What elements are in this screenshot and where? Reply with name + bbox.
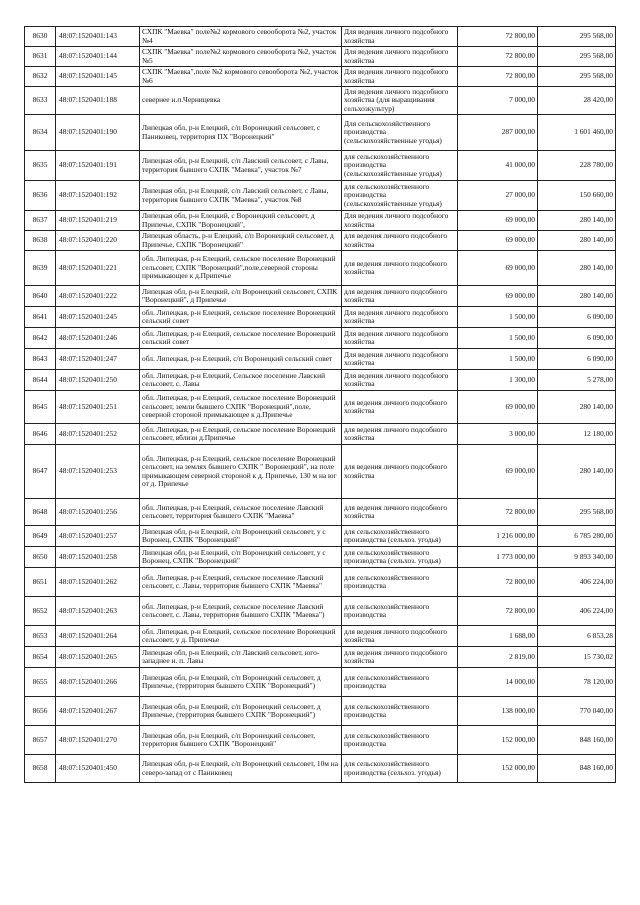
- row-number-cell: 8632: [25, 67, 56, 87]
- permitted-use-cell: для ведения личного подсобного хозяйства: [342, 445, 458, 499]
- area-cell: 69 000,00: [458, 445, 538, 499]
- cadastral-number-cell: 48:07:1520401:251: [56, 391, 140, 424]
- cadastral-number-cell: 48:07:1520401:253: [56, 445, 140, 499]
- cadastral-value-cell: 406 224,00: [538, 597, 616, 626]
- table-row: [25, 626, 616, 647]
- location-cell: обл. Липецкая, р-н Елецкий, сельское поселение Воронецкий сельсовет, земли бывшего СХПК "Воронецкий",поле, северной стороной примыкающее к д.Припечье: [140, 391, 342, 424]
- table-row: [25, 391, 616, 424]
- permitted-use-cell: Для ведения личного подсобного хозяйства: [342, 349, 458, 370]
- location-cell: обл. Липецкая, р-н Елецкий, сельское поселение Лавский сельсовет, с. Лавы, территория бывшего СХПК "Маевка"): [140, 597, 342, 626]
- location-cell: СХПК "Маевка" поле№2 кормового севооборота №2, участок №5: [140, 47, 342, 67]
- location-cell: обл. Липецкая, р-н Елецкий, сельское поселение Лавский сельсовет, с. Лавы, территория бывшего СХПК "Маевка": [140, 568, 342, 597]
- row-number-cell: 8630: [25, 27, 56, 47]
- location-cell: обл. Липецкая, р-н Елецкий, сельское поселение Воронецкий сельсовет, СХПК "Воронецкий",поле,северной стороны примыкающее к д.Припечье: [140, 251, 342, 286]
- cadastral-value-cell: 280 140,00: [538, 231, 616, 251]
- area-cell: 1 216 000,00: [458, 526, 538, 547]
- row-number-cell: 8648: [25, 499, 56, 526]
- row-number-cell: 8646: [25, 424, 56, 445]
- cadastral-number-cell: 48:07:1520401:450: [56, 755, 140, 783]
- area-cell: 72 800,00: [458, 27, 538, 47]
- permitted-use-cell: для сельскохозяйственного производства (сельхоз. угодья): [342, 526, 458, 547]
- permitted-use-cell: для ведения личного подсобного хозяйства: [342, 231, 458, 251]
- cadastral-value-cell: 6 090,00: [538, 307, 616, 328]
- cadastral-number-cell: 48:07:1520401:222: [56, 286, 140, 307]
- location-cell: Липецкая обл, р-н Елецкий, с/п Воронецкий сельсовет, д Припечье, (территория бывшего СХПК "Воронецкий"): [140, 668, 342, 697]
- permitted-use-cell: для ведения личного подсобного хозяйства: [342, 391, 458, 424]
- row-number-cell: 8641: [25, 307, 56, 328]
- cadastral-value-cell: 280 140,00: [538, 286, 616, 307]
- location-cell: Липецкая обл, р-н Елецкий, с/п Лавский сельсовет, с Лавы, территория бывшего СХПК "Маевка", участок №7: [140, 151, 342, 181]
- area-cell: 1 773 000,00: [458, 547, 538, 568]
- permitted-use-cell: для сельскохозяйственного производства: [342, 697, 458, 726]
- area-cell: 1 500,00: [458, 349, 538, 370]
- cadastral-value-cell: 280 140,00: [538, 391, 616, 424]
- permitted-use-cell: Для ведения личного подсобного хозяйства: [342, 67, 458, 87]
- table-row: [25, 349, 616, 370]
- row-number-cell: 8638: [25, 231, 56, 251]
- table-row: [25, 697, 616, 726]
- table-row: [25, 668, 616, 697]
- table-row: [25, 115, 616, 151]
- cadastral-number-cell: 48:07:1520401:263: [56, 597, 140, 626]
- row-number-cell: 8649: [25, 526, 56, 547]
- cadastral-value-cell: 295 568,00: [538, 27, 616, 47]
- cadastral-number-cell: 48:07:1520401:190: [56, 115, 140, 151]
- permitted-use-cell: Для ведения личного подсобного хозяйства: [342, 370, 458, 391]
- location-cell: обл. Липецкая, р-н Елецкий, сельское поселение Воронецкий сельсовет, на землях бывшего СХПК " Воронецкий", на поле примыкающем северной стороной к д. Припечье, 130 м на юг от д. Припечье: [140, 445, 342, 499]
- row-number-cell: 8636: [25, 181, 56, 211]
- area-cell: 27 000,00: [458, 181, 538, 211]
- cadastral-value-cell: 770 040,00: [538, 697, 616, 726]
- permitted-use-cell: для сельскохозяйственного производства (сельскохозяйственные угодья): [342, 181, 458, 211]
- permitted-use-cell: Для сельскохозяйственного производства (сельскохозяйственные угодья): [342, 115, 458, 151]
- table-row: [25, 370, 616, 391]
- location-cell: севернее н.п.Черницевка: [140, 87, 342, 115]
- area-cell: 72 800,00: [458, 568, 538, 597]
- row-number-cell: 8643: [25, 349, 56, 370]
- cadastral-value-cell: 295 568,00: [538, 67, 616, 87]
- location-cell: Липецкая обл, р-н Елецкий, с/п Воронецкий сельсовет, у с Воронец, СХПК "Воронецкий": [140, 547, 342, 568]
- cadastral-value-cell: 78 120,00: [538, 668, 616, 697]
- cadastral-value-cell: 6 785 280,00: [538, 526, 616, 547]
- row-number-cell: 8639: [25, 251, 56, 286]
- location-cell: Липецкая обл, р-н Елецкий, с/п Воронецкий сельсовет, территория бывшего СХПК "Воронецкий": [140, 726, 342, 755]
- table-row: [25, 445, 616, 499]
- permitted-use-cell: для ведения личного подсобного хозяйства: [342, 647, 458, 668]
- location-cell: Липецкая обл, р-н Елецкий, с Воронецкий сельсовет, д Припечье, СХПК "Воронецкий",: [140, 211, 342, 231]
- permitted-use-cell: Для ведения личного подсобного хозяйства: [342, 211, 458, 231]
- area-cell: 41 000,00: [458, 151, 538, 181]
- table-row: [25, 231, 616, 251]
- cadastral-number-cell: 48:07:1520401:258: [56, 547, 140, 568]
- permitted-use-cell: Для ведения личного подсобного хозяйства: [342, 47, 458, 67]
- location-cell: обл. Липецкая, р-н Елецкий, сельское поселение Воронецкий сельский совет: [140, 307, 342, 328]
- row-number-cell: 8645: [25, 391, 56, 424]
- permitted-use-cell: Для ведения личного подсобного хозяйства: [342, 307, 458, 328]
- location-cell: Липецкая обл, р-н Елецкий, с/п Воронецкий сельсовет, СХПК "Воронецкий", д Припечье: [140, 286, 342, 307]
- location-cell: обл. Липецкая, р-н Елецкий, сельское поселение Лавский сельсовет, территория бывшего СХПК "Маевка": [140, 499, 342, 526]
- row-number-cell: 8631: [25, 47, 56, 67]
- table-row: [25, 726, 616, 755]
- cadastral-number-cell: 48:07:1520401:144: [56, 47, 140, 67]
- row-number-cell: 8652: [25, 597, 56, 626]
- cadastral-number-cell: 48:07:1520401:257: [56, 526, 140, 547]
- area-cell: 138 000,00: [458, 697, 538, 726]
- cadastral-number-cell: 48:07:1520401:262: [56, 568, 140, 597]
- cadastral-value-cell: 15 730,02: [538, 647, 616, 668]
- location-cell: Липецкая обл, р-н Елецкий, с/п Лавский сельсовет, с Лавы, территория бывшего СХПК "Маевка", участок №8: [140, 181, 342, 211]
- cadastral-value-cell: 6 853,28: [538, 626, 616, 647]
- cadastral-number-cell: 48:07:1520401:188: [56, 87, 140, 115]
- table-row: [25, 424, 616, 445]
- table-row: [25, 647, 616, 668]
- cadastral-value-cell: 228 780,00: [538, 151, 616, 181]
- permitted-use-cell: для ведения личного подсобного хозяйства: [342, 499, 458, 526]
- row-number-cell: 8657: [25, 726, 56, 755]
- row-number-cell: 8642: [25, 328, 56, 349]
- cadastral-number-cell: 48:07:1520401:221: [56, 251, 140, 286]
- location-cell: Липецкая обл, р-н Елецкий, с/п Воронецкий сельсовет, с Паниковец, территория ПХ "Воронецкий": [140, 115, 342, 151]
- cadastral-value-cell: 280 140,00: [538, 211, 616, 231]
- location-cell: обл. Липецкая, р-н Елецкий, сельское поселение Воронецкий сельсовет, у д. Припечье: [140, 626, 342, 647]
- permitted-use-cell: Для ведения личного подсобного хозяйства: [342, 27, 458, 47]
- cadastral-value-cell: 280 140,00: [538, 251, 616, 286]
- table-row: [25, 755, 616, 783]
- table-row: [25, 211, 616, 231]
- cadastral-number-cell: 48:07:1520401:220: [56, 231, 140, 251]
- table-row: [25, 286, 616, 307]
- area-cell: 1 500,00: [458, 328, 538, 349]
- row-number-cell: 8654: [25, 647, 56, 668]
- cadastral-value-cell: 150 660,00: [538, 181, 616, 211]
- permitted-use-cell: для ведения личного подсобного хозяйства: [342, 286, 458, 307]
- location-cell: обл. Липецкая, р-н Елецкий, сельское поселение Воронецкий сельсовет, вблизи д.Припечье: [140, 424, 342, 445]
- row-number-cell: 8653: [25, 626, 56, 647]
- row-number-cell: 8634: [25, 115, 56, 151]
- area-cell: 3 000,00: [458, 424, 538, 445]
- area-cell: 72 800,00: [458, 597, 538, 626]
- table-row: [25, 151, 616, 181]
- area-cell: 287 000,00: [458, 115, 538, 151]
- cadastral-number-cell: 48:07:1520401:145: [56, 67, 140, 87]
- cadastral-number-cell: 48:07:1520401:246: [56, 328, 140, 349]
- row-number-cell: 8633: [25, 87, 56, 115]
- row-number-cell: 8651: [25, 568, 56, 597]
- table-row: [25, 499, 616, 526]
- land-plots-table: [24, 26, 616, 783]
- cadastral-number-cell: 48:07:1520401:219: [56, 211, 140, 231]
- table-row: [25, 87, 616, 115]
- area-cell: 2 819,00: [458, 647, 538, 668]
- row-number-cell: 8635: [25, 151, 56, 181]
- cadastral-number-cell: 48:07:1520401:245: [56, 307, 140, 328]
- area-cell: 69 000,00: [458, 286, 538, 307]
- row-number-cell: 8647: [25, 445, 56, 499]
- table-row: [25, 67, 616, 87]
- row-number-cell: 8655: [25, 668, 56, 697]
- cadastral-value-cell: 5 278,00: [538, 370, 616, 391]
- area-cell: 69 000,00: [458, 211, 538, 231]
- cadastral-number-cell: 48:07:1520401:143: [56, 27, 140, 47]
- area-cell: 14 000,00: [458, 668, 538, 697]
- cadastral-number-cell: 48:07:1520401:252: [56, 424, 140, 445]
- cadastral-value-cell: 6 090,00: [538, 328, 616, 349]
- cadastral-number-cell: 48:07:1520401:250: [56, 370, 140, 391]
- cadastral-number-cell: 48:07:1520401:264: [56, 626, 140, 647]
- table-row: [25, 251, 616, 286]
- cadastral-number-cell: 48:07:1520401:267: [56, 697, 140, 726]
- cadastral-value-cell: 9 893 340,00: [538, 547, 616, 568]
- row-number-cell: 8644: [25, 370, 56, 391]
- table-row: [25, 526, 616, 547]
- area-cell: 72 800,00: [458, 47, 538, 67]
- permitted-use-cell: для сельскохозяйственного производства (сельхоз. угодья): [342, 755, 458, 783]
- cadastral-value-cell: 6 090,00: [538, 349, 616, 370]
- table-body: [25, 27, 616, 783]
- area-cell: 7 000,00: [458, 87, 538, 115]
- location-cell: Липецкая обл, р-н Елецкий, с/п Воронецкий сельсовет, 10м на северо-запад от с Паниковец: [140, 755, 342, 783]
- area-cell: 1 688,00: [458, 626, 538, 647]
- permitted-use-cell: для сельскохозяйственного производства (сельскохозяйственные угодья): [342, 151, 458, 181]
- area-cell: 72 800,00: [458, 67, 538, 87]
- cadastral-value-cell: 28 420,00: [538, 87, 616, 115]
- permitted-use-cell: для сельскохозяйственного производства (сельхоз. угодья): [342, 547, 458, 568]
- area-cell: 69 000,00: [458, 251, 538, 286]
- row-number-cell: 8640: [25, 286, 56, 307]
- area-cell: 69 000,00: [458, 391, 538, 424]
- cadastral-value-cell: 848 160,00: [538, 726, 616, 755]
- row-number-cell: 8650: [25, 547, 56, 568]
- cadastral-value-cell: 848 160,00: [538, 755, 616, 783]
- permitted-use-cell: для ведения личного подсобного хозяйства: [342, 424, 458, 445]
- location-cell: Липецкая обл, р-н Елецкий, с/п Воронецкий сельсовет, у с Воронец, СХПК "Воронецкий": [140, 526, 342, 547]
- table-row: [25, 307, 616, 328]
- row-number-cell: 8658: [25, 755, 56, 783]
- table-row: [25, 328, 616, 349]
- location-cell: СХПК "Маевка" поле№2 кормового севооборота №2, участок №4: [140, 27, 342, 47]
- cadastral-number-cell: 48:07:1520401:256: [56, 499, 140, 526]
- permitted-use-cell: Для ведения личного подсобного хозяйства (для выращивания сельхозкультур): [342, 87, 458, 115]
- cadastral-number-cell: 48:07:1520401:247: [56, 349, 140, 370]
- cadastral-value-cell: 406 224,00: [538, 568, 616, 597]
- area-cell: 152 000,00: [458, 726, 538, 755]
- location-cell: обл. Липецкая, р-н Елецкий, с/п Воронецкий сельский совет: [140, 349, 342, 370]
- cadastral-number-cell: 48:07:1520401:270: [56, 726, 140, 755]
- location-cell: обл. Липецкая, р-н Елецкий, сельское поселение Воронецкий сельский совет: [140, 328, 342, 349]
- location-cell: СХПК "Маевка",поле №2 кормового севооборота №2, участок №6: [140, 67, 342, 87]
- area-cell: 152 000,00: [458, 755, 538, 783]
- cadastral-number-cell: 48:07:1520401:192: [56, 181, 140, 211]
- cadastral-value-cell: 1 601 460,00: [538, 115, 616, 151]
- table-row: [25, 27, 616, 47]
- cadastral-number-cell: 48:07:1520401:266: [56, 668, 140, 697]
- permitted-use-cell: для сельскохозяйственного производства: [342, 597, 458, 626]
- area-cell: 72 800,00: [458, 499, 538, 526]
- table-row: [25, 568, 616, 597]
- area-cell: 1 500,00: [458, 307, 538, 328]
- cadastral-value-cell: 295 568,00: [538, 499, 616, 526]
- permitted-use-cell: для сельскохозяйственного производства: [342, 568, 458, 597]
- cadastral-number-cell: 48:07:1520401:265: [56, 647, 140, 668]
- permitted-use-cell: для сельскохозяйственного производства: [342, 726, 458, 755]
- location-cell: Липецкая обл, р-н Елецкий, с/п Лавский сельсовет, юго-западнее н. п. Лавы: [140, 647, 342, 668]
- row-number-cell: 8637: [25, 211, 56, 231]
- cadastral-value-cell: 12 180,00: [538, 424, 616, 445]
- location-cell: обл. Липецкая, р-н Елецкий, Сельское поселение Лавский сельсовет, с. Лавы: [140, 370, 342, 391]
- table-row: [25, 181, 616, 211]
- area-cell: 1 300,00: [458, 370, 538, 391]
- table-row: [25, 547, 616, 568]
- table-row: [25, 47, 616, 67]
- cadastral-value-cell: 295 568,00: [538, 47, 616, 67]
- location-cell: Липецкая область, р-н Елецкий, с/п Воронецкий сельсовет, д Припечье, СХПК "Воронецкий": [140, 231, 342, 251]
- location-cell: Липецкая обл, р-н Елецкий, с/п Воронецкий сельсовет, д Припечье, (территория бывшего СХПК "Воронецкий"): [140, 697, 342, 726]
- row-number-cell: 8656: [25, 697, 56, 726]
- cadastral-number-cell: 48:07:1520401:191: [56, 151, 140, 181]
- permitted-use-cell: для ведения личного подсобного хозяйства: [342, 251, 458, 286]
- area-cell: 69 000,00: [458, 231, 538, 251]
- cadastral-value-cell: 280 140,00: [538, 445, 616, 499]
- permitted-use-cell: для ведения личного подсобного хозяйства: [342, 626, 458, 647]
- permitted-use-cell: для сельскохозяйственного производства: [342, 668, 458, 697]
- permitted-use-cell: Для ведения личного подсобного хозяйства: [342, 328, 458, 349]
- table-row: [25, 597, 616, 626]
